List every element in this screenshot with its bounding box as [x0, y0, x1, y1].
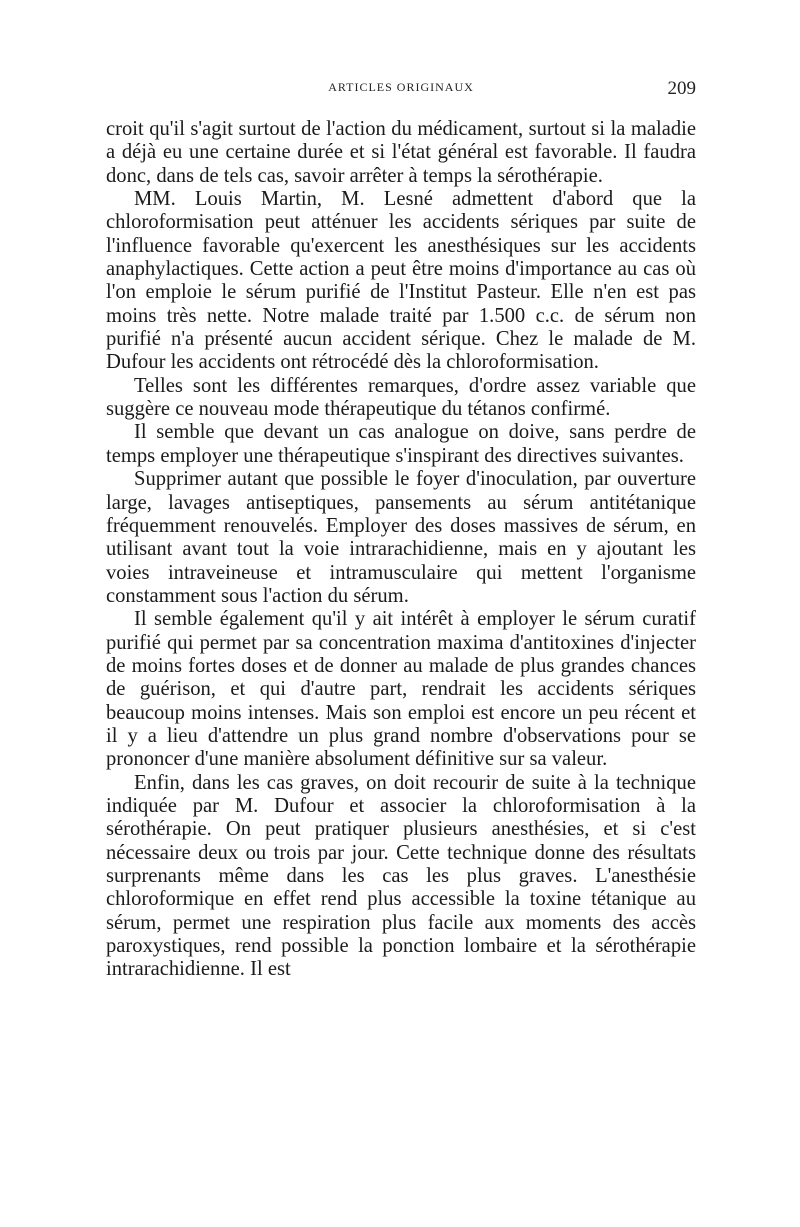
running-head: [106, 78, 696, 102]
paragraph: Il semble que devant un cas analogue on doive, sans perdre de temps employer une thérapeutique s'inspirant des directives suivantes.: [106, 421, 696, 467]
paragraph-continuation: croit qu'il s'agit surtout de l'action du médicament, surtout si la maladie a déjà eu une certaine durée et si l'état général est favorable. Il faudra donc, dans de tels cas, savoir arrêter à temps la sérothérapie.: [106, 118, 696, 187]
paragraph: Supprimer autant que possible le foyer d'inoculation, par ouverture large, lavages antiseptiques, pansements au sérum antitétanique fréquemment renouvelés. Employer des doses massives de sérum, en utilisant avant tout la voie intrarachidienne, mais en y ajoutant les voies intraveineuse et intramusculaire qui mettent l'organisme constamment sous l'action du sérum.: [106, 468, 696, 607]
page-number: 209: [667, 78, 696, 99]
running-title: ARTICLES ORIGINAUX: [328, 80, 474, 94]
paragraph: Il semble également qu'il y ait intérêt à employer le sérum curatif purifié qui permet par sa concentration maxima d'antitoxines d'injecter de moins fortes doses et de donner au malade de plus grandes chances de guérison, et qui d'autre part, rendrait les accidents sériques beaucoup moins intenses. Mais son emploi est encore un peu récent et il y a lieu d'attendre un plus grand nombre d'observations pour se prononcer d'une manière absolument définitive sur sa valeur.: [106, 608, 696, 771]
body-text: [106, 118, 696, 982]
paragraph: MM. Louis Martin, M. Lesné admettent d'abord que la chloroformisation peut atténuer les accidents sériques par suite de l'influence favorable qu'exercent les anesthésiques sur les accidents anaphylactiques. Cette action a peut être moins d'importance au cas où l'on emploie le sérum purifié de l'Institut Pasteur. Elle n'en est pas moins très nette. Notre malade traité par 1.500 c.c. de sérum non purifié n'a présenté aucun accident sérique. Chez le malade de M. Dufour les accidents ont rétrocédé dès la chloroformisation.: [106, 188, 696, 374]
paragraph: Enfin, dans les cas graves, on doit recourir de suite à la technique indiquée par M. Dufour et associer la chloroformisation à la sérothérapie. On peut pratiquer plusieurs anesthésies, et si c'est nécessaire deux ou trois par jour. Cette technique donne des résultats surprenants même dans les cas les plus graves. L'anesthésie chloroformique en effet rend plus accessible la toxine tétanique au sérum, permet une respiration plus facile aux moments des accès paroxystiques, rend possible la ponction lombaire et la sérothérapie intrarachidienne. Il est: [106, 771, 696, 981]
paragraph: Telles sont les différentes remarques, d'ordre assez variable que suggère ce nouveau mode thérapeutique du tétanos confirmé.: [106, 374, 696, 421]
